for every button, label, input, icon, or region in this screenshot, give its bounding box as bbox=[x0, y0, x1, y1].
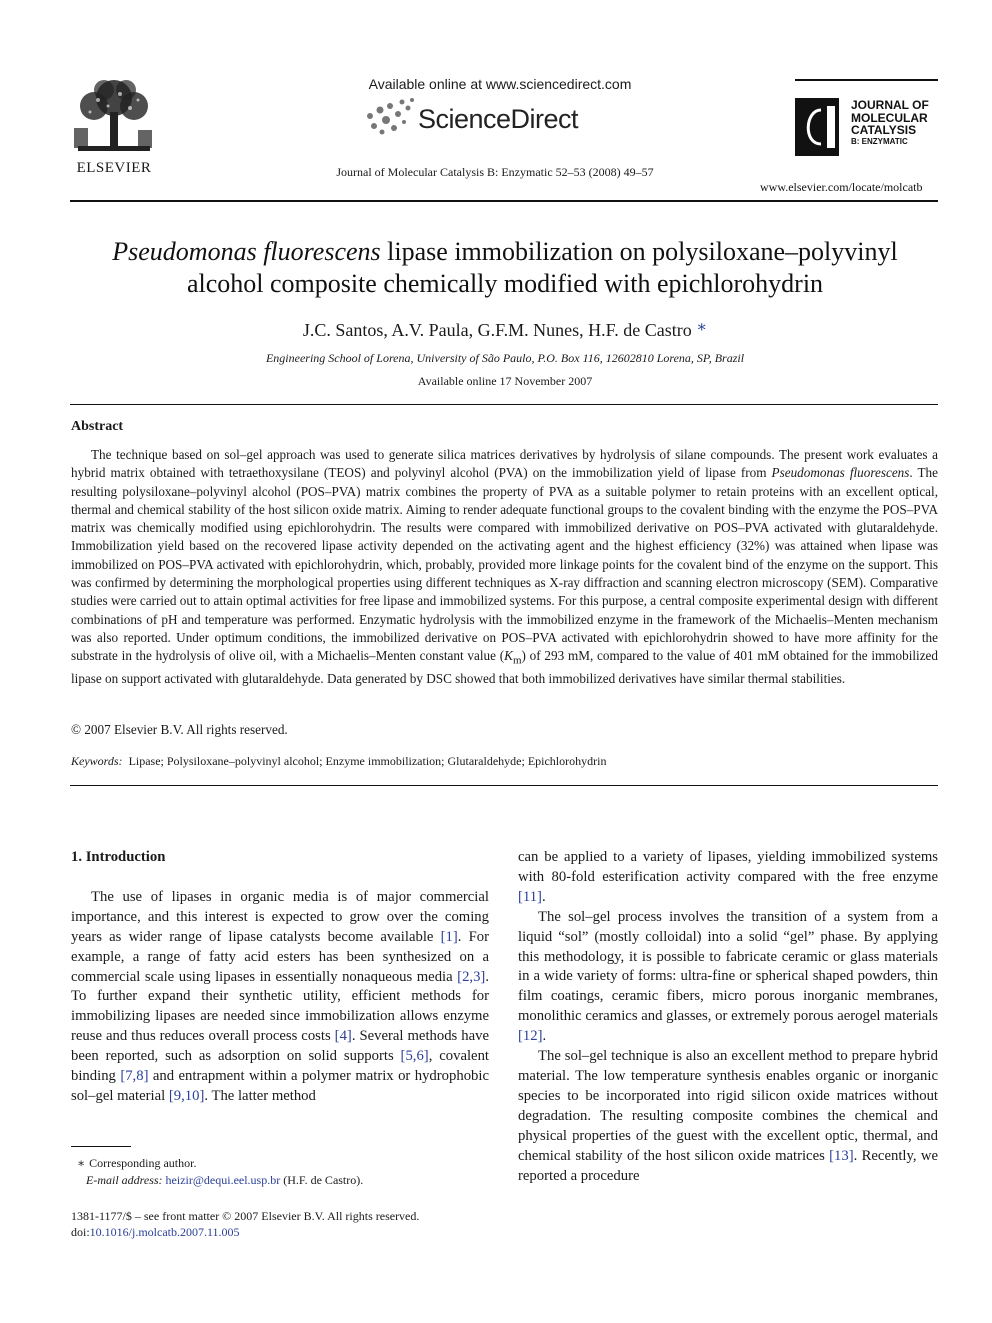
footnote-star: ∗ bbox=[77, 1156, 86, 1170]
title-line2: alcohol composite chemically modified with epichlorohydrin bbox=[186, 269, 824, 298]
journal-logo-rule bbox=[795, 79, 938, 81]
keywords-label: Keywords: bbox=[71, 754, 123, 768]
paragraph: The sol–gel process involves the transition of a system from a liquid “sol” (mostly colloidal) into a solid “gel” phase. By applying this methodology, it is possible to fabricate ceramic or glass materials in a wide variety of forms: ultra-fine or spherical shaped powders, thin film coatings, ceramic fibers, micro porous inorganic membranes, monolithic ceramics and glasses, or extremely porous aerogel materials [12]. bbox=[518, 908, 938, 1045]
available-online-date: Available online 17 November 2007 bbox=[417, 374, 593, 388]
citation-link[interactable]: [7,8] bbox=[120, 1068, 149, 1085]
journal-logo-sub: B: ENZYMATIC bbox=[851, 136, 908, 146]
sciencedirect-logo-text: ScienceDirect bbox=[418, 104, 579, 134]
left-column bbox=[71, 848, 489, 1107]
title-species: Pseudomonas fluorescens bbox=[112, 237, 381, 266]
elsevier-tree-icon bbox=[68, 78, 160, 158]
doi-label: doi: bbox=[71, 1225, 90, 1239]
keywords-list: Lipase; Polysiloxane–polyvinyl alcohol; Enzyme immobilization; Glutaraldehyde; Epichlorohydrin bbox=[128, 754, 607, 768]
journal-logo-line: MOLECULAR bbox=[851, 110, 928, 125]
abstract-bottom-divider bbox=[70, 785, 938, 786]
doi-link[interactable]: 10.1016/j.molcatb.2007.11.005 bbox=[89, 1225, 240, 1239]
km-subscript: m bbox=[512, 654, 522, 667]
title-line1-rest: lipase immobilization on polysiloxane–polyvinyl bbox=[380, 237, 898, 266]
copyright: © 2007 Elsevier B.V. All rights reserved. bbox=[71, 722, 288, 737]
citation-link[interactable]: [13] bbox=[829, 1147, 854, 1164]
email-label: E-mail address: bbox=[86, 1173, 163, 1187]
available-online-text: Available online at www.sciencedirect.com bbox=[368, 76, 632, 92]
corresponding-label: Corresponding author. bbox=[89, 1156, 197, 1170]
citation-link[interactable]: [5,6] bbox=[400, 1048, 429, 1065]
publisher-name: ELSEVIER bbox=[76, 160, 152, 176]
abstract-part: ) of 293 mM, compared to the value of 401 mM obtained for the immobilized lipase on support activated with glutaraldehyde. Data generated by DSC showed that both immobilized derivatives have similar thermal stabilities. bbox=[71, 648, 938, 687]
keywords bbox=[71, 754, 606, 769]
citation-link[interactable]: [4] bbox=[334, 1028, 352, 1045]
journal-citation: Journal of Molecular Catalysis B: Enzymatic 52–53 (2008) 49–57 bbox=[336, 165, 654, 179]
paragraph: The use of lipases in organic media is of major commercial importance, and this interest is expected to grow over the coming years as wider range of lipase catalysts become available [1]. For example, a range of fatty acid esters has been synthesized on a commercial scale using lipases in essentially nonaqueous media [2,3]. To further expand their synthetic utility, efficient methods for immobilizing lipases are needed since immobilization allows enzyme reuse and thus reduces overall process costs [4]. Several methods have been reported, such as adsorption on solid supports [5,6], covalent binding [7,8] and entrapment within a polymer matrix or hydrophobic sol–gel material [9,10]. The latter method bbox=[71, 888, 490, 1104]
abstract-text bbox=[71, 446, 938, 689]
abstract-part: The technique based on sol–gel approach was used to generate silica matrices derivatives by hydrolysis of silane compounds. The present work evaluates a hybrid matrix obtained with tetraethoxysilane (TEOS) and polyvinyl alcohol (PVA) on the immobilization yield of lipase from bbox=[71, 447, 938, 481]
journal-logo-line: JOURNAL OF bbox=[851, 98, 929, 112]
paragraph: can be applied to a variety of lipases, yielding immobilized systems with 80-fold esterification activity compared with the free enzyme [11]. bbox=[518, 849, 938, 905]
citation-link[interactable]: [9,10] bbox=[168, 1087, 205, 1104]
authors: J.C. Santos, A.V. Paula, G.F.M. Nunes, H.F. de Castro bbox=[302, 320, 692, 340]
corresponding-author-link[interactable]: ∗ bbox=[696, 319, 708, 336]
citation-link[interactable]: [1] bbox=[440, 928, 458, 945]
paragraph: The sol–gel technique is also an excellent method to prepare hybrid material. The low temperature synthesis enables organic or inorganic species to be incorporated into rigid silicon oxide matrices without degradation. The resulting composite combines the chemical and physical properties of the guest with the excellent optic, thermal, and chemical stability of the host silicon oxide matrices [13]. Recently, we reported a procedure bbox=[518, 1048, 938, 1184]
km-symbol: K bbox=[504, 648, 513, 664]
elsevier-logo bbox=[68, 78, 160, 177]
email-link[interactable]: heizir@dequi.eel.usp.br bbox=[165, 1173, 281, 1187]
citation-link[interactable]: [12] bbox=[518, 1028, 543, 1045]
abstract-top-divider bbox=[70, 404, 938, 405]
journal-logo-text bbox=[851, 99, 929, 147]
journal-logo-icon bbox=[795, 98, 839, 156]
abstract-heading: Abstract bbox=[71, 419, 124, 434]
affiliation: Engineering School of Lorena, University of São Paulo, P.O. Box 116, 12602810 Lorena, SP, Brazil bbox=[265, 351, 745, 365]
abstract-part: . The resulting polysiloxane–polyvinyl alcohol (POS–PVA) matrix combines the property of PVA as a suitable polymer to retain proteins with an excellent optical, thermal and chemical stability of the host silicon oxide matrix. Aiming to render adequate functional groups to the covalent binding with the enzyme the POS–PVA matrix was chemically modified using epichlorohydrin. The results were compared with immobilized derivative on POS–PVA activated with glutaraldehyde. Immobilization yield based on the recovered lipase activity depended on the activating agent and the highest efficiency (32%) was attained when lipase was immobilized on POS–PVA activated with epichlorohydrin, which, probably, provided more linkage points for the covalent bind of the enzyme on the support. This was confirmed by determining the morphological properties using different techniques as X-ray diffraction and scanning electron microscopy (SEM). Comparative studies were carried out to attain optimal activities for free lipase and immobilized systems. For this purpose, a central composite experimental design with different combinations of pH and temperature was performed. Enzymatic hydrolysis with the immobilized enzyme in the framework of the Michaelis–Menten mechanism was also reported. Under optimum conditions, the immobilized derivative on POS–PVA activated with epichlorohydrin showed to have more affinity for the substrate in the hydrolysis of olive oil, with a Michaelis–Menten constant value ( bbox=[71, 465, 938, 664]
section-heading: 1. Introduction bbox=[71, 849, 166, 865]
issn-block bbox=[71, 1208, 419, 1240]
citation-link[interactable]: [2,3] bbox=[457, 968, 486, 985]
footnote bbox=[71, 1155, 363, 1189]
journal-url[interactable]: www.elsevier.com/locate/molcatb bbox=[760, 180, 923, 194]
email-suffix: (H.F. de Castro). bbox=[280, 1173, 364, 1187]
issn-line: 1381-1177/$ – see front matter © 2007 Elsevier B.V. All rights reserved. bbox=[71, 1209, 420, 1223]
footnote-divider bbox=[71, 1146, 131, 1147]
abstract-species: Pseudomonas fluorescens bbox=[771, 465, 910, 481]
journal-logo-line: CATALYSIS bbox=[851, 123, 917, 137]
citation-link[interactable]: [11] bbox=[518, 888, 542, 905]
header-divider bbox=[70, 200, 938, 202]
article-title bbox=[60, 236, 950, 300]
author-list bbox=[60, 317, 950, 341]
right-column bbox=[518, 848, 938, 1186]
